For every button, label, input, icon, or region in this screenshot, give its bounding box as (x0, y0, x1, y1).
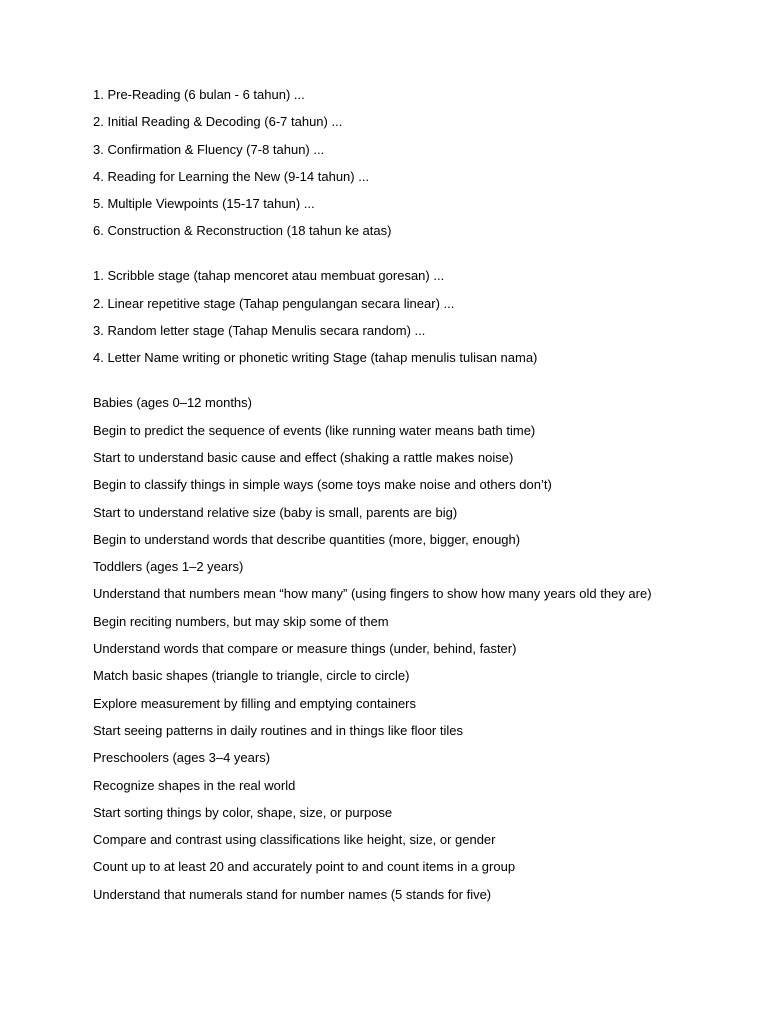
age-group-heading: Preschoolers (ages 3–4 years) (93, 750, 271, 766)
list-item: Understand words that compare or measure things (under, behind, faster) (93, 641, 517, 657)
writing-stages-list (93, 267, 728, 367)
age-group-heading: Babies (ages 0–12 months) (93, 395, 252, 411)
list-item: 4. Reading for Learning the New (9-14 tahun) ... (93, 168, 370, 184)
list-item: 5. Multiple Viewpoints (15-17 tahun) ... (93, 196, 315, 212)
list-item: 6. Construction & Reconstruction (18 tahun ke atas) (93, 223, 392, 239)
math-milestones-list (93, 394, 728, 903)
list-item: Understand that numbers mean “how many” (using fingers to show how many years old they are) (93, 586, 652, 602)
list-item: Compare and contrast using classifications like height, size, or gender (93, 832, 496, 848)
list-item: Match basic shapes (triangle to triangle, circle to circle) (93, 668, 410, 684)
reading-stages-list (93, 86, 728, 240)
list-item: 2. Initial Reading & Decoding (6-7 tahun) ... (93, 114, 343, 130)
list-item: Start seeing patterns in daily routines and in things like floor tiles (93, 722, 463, 738)
list-item: 4. Letter Name writing or phonetic writing Stage (tahap menulis tulisan nama) (93, 350, 538, 366)
list-item: 1. Scribble stage (tahap mencoret atau membuat goresan) ... (93, 268, 445, 284)
list-item: Start to understand relative size (baby is small, parents are big) (93, 504, 458, 520)
list-item: 3. Random letter stage (Tahap Menulis secara random) ... (93, 323, 426, 339)
list-item: Start to understand basic cause and effect (shaking a rattle makes noise) (93, 449, 514, 465)
list-item: Begin reciting numbers, but may skip some of them (93, 613, 389, 629)
list-item: 2. Linear repetitive stage (Tahap pengulangan secara linear) ... (93, 295, 455, 311)
age-group-heading: Toddlers (ages 1–2 years) (93, 559, 244, 575)
list-item: Count up to at least 20 and accurately point to and count items in a group (93, 859, 516, 875)
list-item: Begin to classify things in simple ways (some toys make noise and others don’t) (93, 477, 552, 493)
list-item: Begin to understand words that describe quantities (more, bigger, enough) (93, 531, 521, 547)
list-item: Explore measurement by filling and emptying containers (93, 695, 417, 711)
list-item: Start sorting things by color, shape, size, or purpose (93, 804, 393, 820)
list-item: Recognize shapes in the real world (93, 777, 296, 793)
document-page (93, 86, 728, 913)
list-item: Understand that numerals stand for number names (5 stands for five) (93, 886, 492, 902)
list-item: 1. Pre-Reading (6 bulan - 6 tahun) ... (93, 87, 305, 102)
list-item: 3. Confirmation & Fluency (7-8 tahun) ... (93, 141, 325, 157)
list-item: Begin to predict the sequence of events (like running water means bath time) (93, 422, 536, 438)
